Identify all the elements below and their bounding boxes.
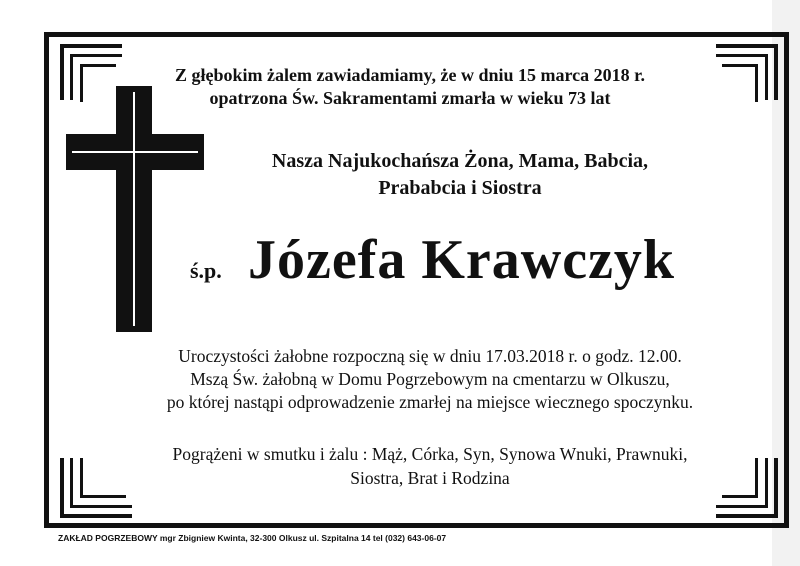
- funeral-home-footer: ZAKŁAD POGRZEBOWY mgr Zbigniew Kwinta, 32-300 Olkusz ul. Szpitalna 14 tel (032) 643-06-07: [58, 533, 447, 543]
- mourners-line-1: Pogrążeni w smutku i żalu : Mąż, Córka, Syn, Synowa Wnuki, Prawnuki,: [172, 444, 688, 464]
- ceremony-line-1: Uroczystości żałobne rozpoczną się w dniu 17.03.2018 r. o godz. 12.00.: [178, 346, 682, 366]
- mourners-line-2: Siostra, Brat i Rodzina: [350, 468, 510, 488]
- corner-ornament-top-right: [708, 44, 778, 104]
- ceremony-line-2: Mszą Św. żałobną w Domu Pogrzebowym na cmentarzu w Olkuszu,: [190, 369, 670, 389]
- cross-icon: [66, 86, 204, 332]
- deceased-name: Józefa Krawczyk: [248, 229, 676, 291]
- relation-text: [225, 148, 695, 202]
- mourners-text: [120, 442, 740, 490]
- ceremony-line-3: po której nastąpi odprowadzenie zmarłej na miejsce wiecznego spoczynku.: [166, 392, 694, 412]
- intro-text: [150, 64, 670, 110]
- deceased-name-row: [190, 228, 770, 298]
- intro-line-2: opatrzona Św. Sakramentami zmarła w wieku 73 lat: [209, 88, 611, 108]
- sp-prefix: ś.p.: [190, 258, 222, 283]
- ceremony-text: [120, 345, 740, 414]
- intro-line-1: Z głębokim żalem zawiadamiamy, że w dniu 15 marca 2018 r.: [175, 65, 645, 85]
- relation-line-1: Nasza Najukochańsza Żona, Mama, Babcia,: [271, 150, 649, 172]
- relation-line-2: Prababcia i Siostra: [378, 177, 542, 199]
